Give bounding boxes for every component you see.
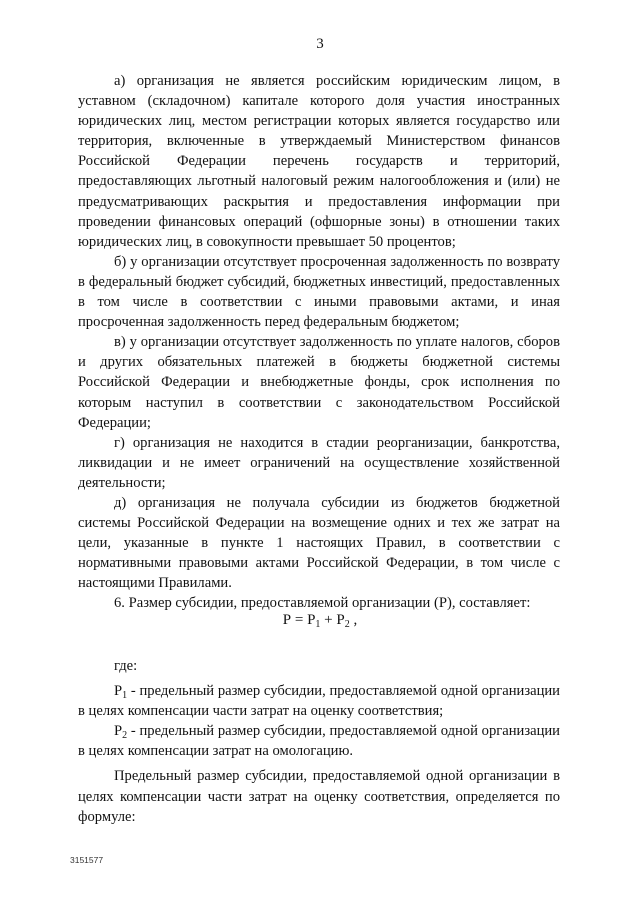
paragraph-6: 6. Размер субсидии, предоставляемой организации (Р), составляет: [114, 595, 531, 612]
document-code: 3151577 [70, 855, 104, 865]
closing-paragraph: Предельный размер субсидии, предоставляемой одной организации в целях компенсации части затрат на оценку соответствия, определяется по формуле: [78, 768, 560, 825]
formula-subsidy-total: $Р = Р_1 + Р_2$ , [282, 612, 358, 630]
definitions-block [78, 656, 560, 827]
paragraph-e: д) организация не получала субсидии из бюджетов бюджетной системы Российской Федерации на возмещение одних и тех же затрат на цели, указанные в пункте 1 настоящих Правил, в соответствии с нормативными правовыми актами Российской Федерации, в том числе с настоящими Правилами. [78, 494, 560, 592]
page-number: 3 [316, 36, 324, 52]
where-label: где: [114, 658, 138, 674]
document-body [78, 71, 560, 614]
paragraph-a: а) организация не является российским юридическим лицом, в уставном (складочном) капитале которого доля участия иностранных юридических лиц, местом регистрации которых является государство или территория, включенные в утверждаемый Министерством финансов Российской Федерации перечень государств и территорий, предоставляющих льготный налоговый режим налогообложения и (или) не предусматривающих раскрытия и предоставления информации при проведении финансовых операций (офшорные зоны) в отношении таких юридических лиц, в совокупности превышает 50 процентов; [78, 73, 560, 250]
definition-p1: $Р_1$ - предельный размер субсидии, предоставляемой одной организации в целях компенсации части затрат на оценку соответствия; [78, 683, 560, 720]
paragraph-d: г) организация не находится в стадии реорганизации, банкротства, ликвидации и не имеет ограничений на осуществление хозяйственной деятельности; [78, 434, 560, 491]
paragraph-b: б) у организации отсутствует просроченная задолженность по возврату в федеральный бюджет субсидий, бюджетных инвестиций, предоставленных в том числе в соответствии с иными правовыми актами, и иная просроченная задолженность перед федеральным бюджетом; [78, 253, 560, 331]
paragraph-c: в) у организации отсутствует задолженность по уплате налогов, сборов и других обязательных платежей в бюджеты бюджетной системы Российской Федерации и внебюджетные фонды, срок исполнения по которым наступил в соответствии с законодательством Российской Федерации; [78, 334, 560, 431]
definition-p2: $Р_2$ - предельный размер субсидии, предоставляемой одной организации в целях компенсации затрат на омологацию. [78, 723, 560, 760]
